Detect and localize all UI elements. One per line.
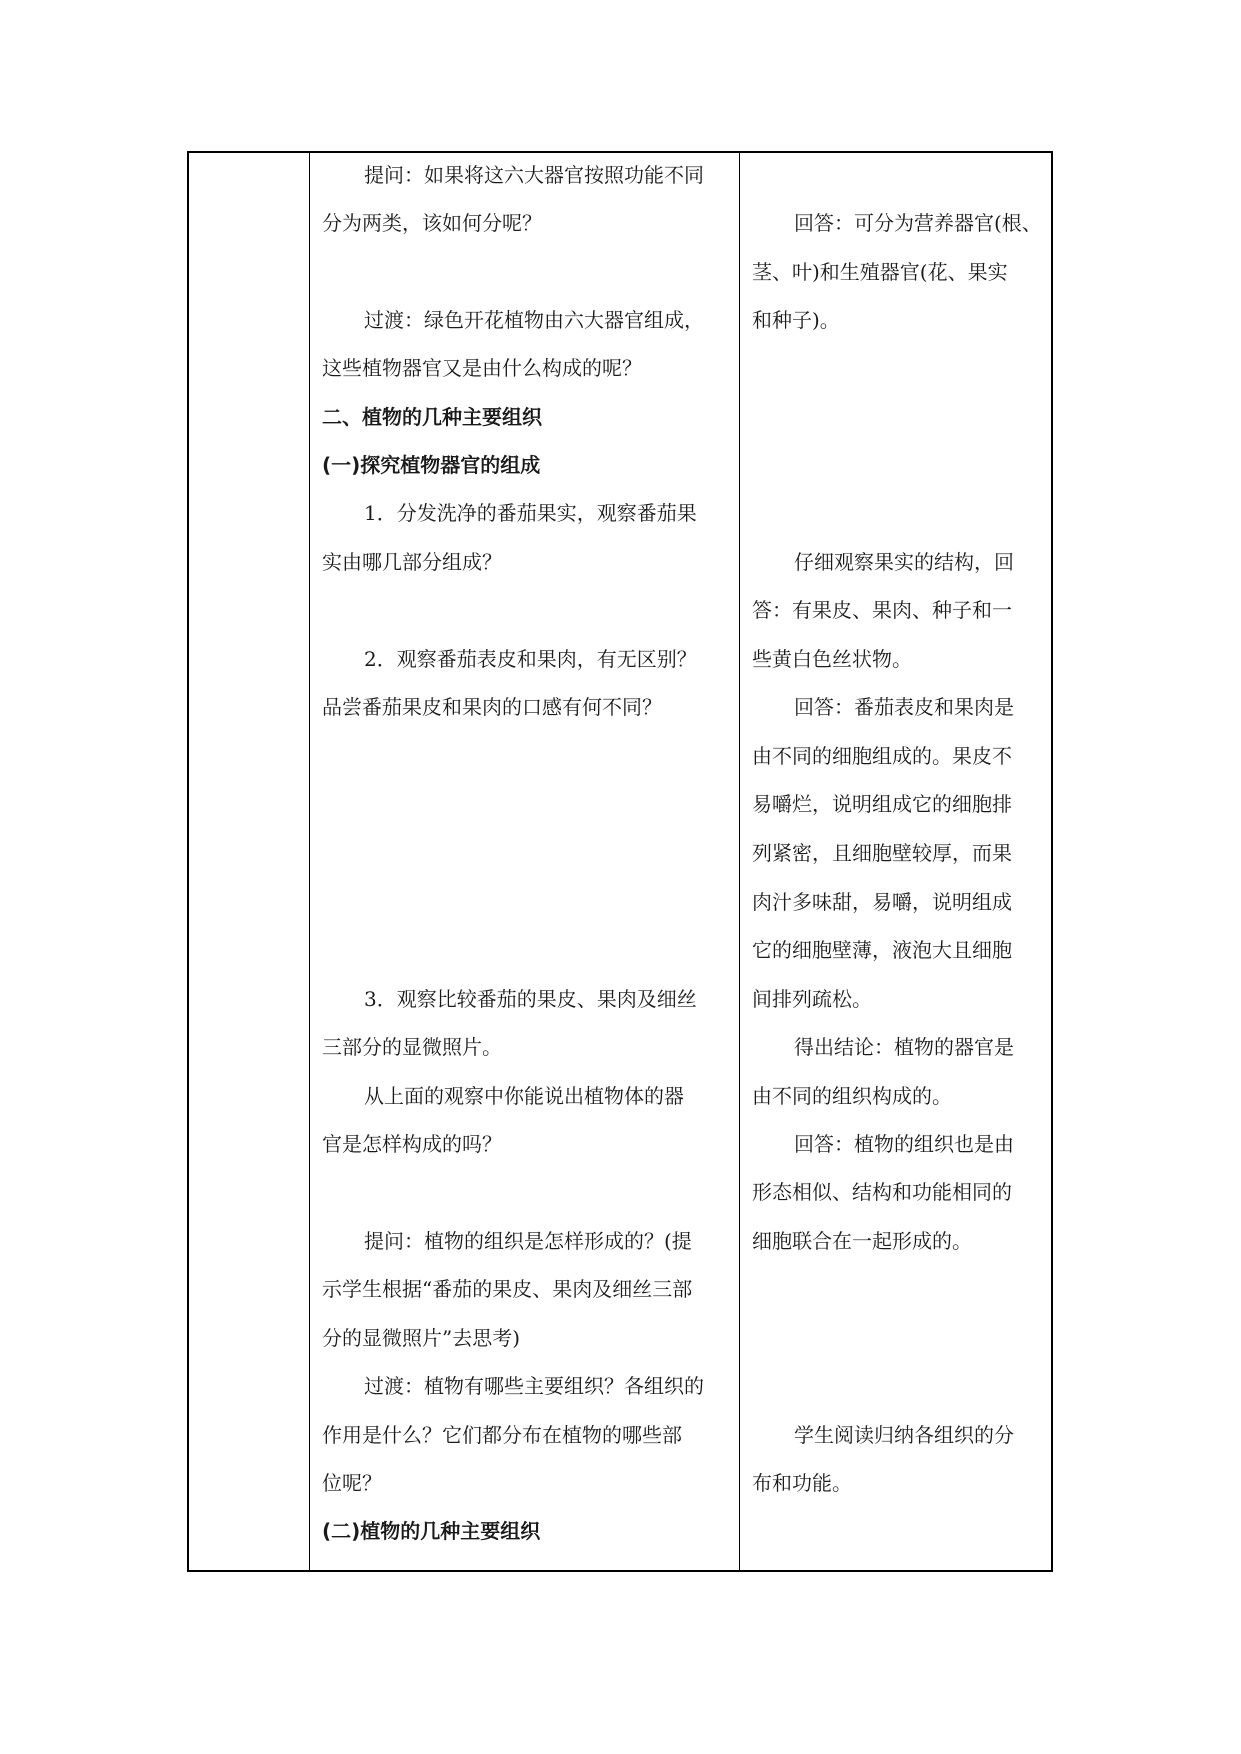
right-line: 得出结论：植物的器官是 [794, 1035, 1014, 1059]
right-line: 形态相似、结构和功能相同的 [752, 1180, 1012, 1204]
section-heading: 二、植物的几种主要组织 [322, 405, 542, 429]
left-line: 三部分的显微照片。 [322, 1035, 502, 1059]
right-line: 回答：植物的组织也是由 [794, 1132, 1014, 1156]
left-line: 官是怎样构成的吗？ [322, 1132, 502, 1156]
right-line: 仔细观察果实的结构，回 [794, 550, 1014, 574]
subsection-heading: (一)探究植物器官的组成 [322, 453, 541, 477]
left-line: 提问：如果将这六大器官按照功能不同 [364, 163, 704, 187]
right-line: 由不同的组织构成的。 [752, 1084, 952, 1108]
left-line: 品尝番茄果皮和果肉的口感有何不同？ [322, 695, 662, 719]
right-line: 细胞联合在一起形成的。 [752, 1229, 972, 1253]
left-line: 3．观察比较番茄的果皮、果肉及细丝 [364, 987, 697, 1011]
right-line: 布和功能。 [752, 1471, 852, 1495]
left-line: 过渡：绿色开花植物由六大器官组成， [364, 308, 704, 332]
right-line: 学生阅读归纳各组织的分 [794, 1423, 1014, 1447]
right-line: 由不同的细胞组成的。果皮不 [752, 744, 1012, 768]
left-line: 这些植物器官又是由什么构成的呢？ [322, 356, 642, 380]
left-line: 作用是什么？它们都分布在植物的哪些部 [322, 1423, 682, 1447]
right-line: 些黄白色丝状物。 [752, 647, 912, 671]
left-line: 分的显微照片”去思考) [322, 1326, 521, 1350]
right-line: 易嚼烂，说明组成它的细胞排 [752, 792, 1012, 816]
left-line: 从上面的观察中你能说出植物体的器 [364, 1084, 684, 1108]
right-line: 列紧密，且细胞壁较厚，而果 [752, 841, 1012, 865]
left-line: 提问：植物的组织是怎样形成的？(提 [364, 1229, 692, 1253]
right-line: 间排列疏松。 [752, 987, 872, 1011]
right-line: 肉汁多味甜，易嚼，说明组成 [752, 890, 1012, 914]
column-divider-1 [309, 153, 310, 1570]
right-line: 茎、叶)和生殖器官(花、果实 [752, 260, 1008, 284]
right-line: 回答：可分为营养器官(根、 [794, 211, 1042, 235]
left-line: 分为两类，该如何分呢？ [322, 211, 542, 235]
right-line: 和种子)。 [752, 308, 840, 332]
left-line: 1．分发洗净的番茄果实，观察番茄果 [364, 501, 697, 525]
subsection-heading: (二)植物的几种主要组织 [322, 1519, 541, 1543]
left-line: 位呢？ [322, 1471, 382, 1495]
left-line: 示学生根据“番茄的果皮、果肉及细丝三部 [322, 1277, 693, 1301]
right-line: 它的细胞壁薄，液泡大且细胞 [752, 938, 1012, 962]
column-divider-2 [739, 153, 740, 1570]
left-line: 2．观察番茄表皮和果肉，有无区别？ [364, 647, 697, 671]
lesson-table [187, 151, 1053, 1572]
left-line: 过渡：植物有哪些主要组织？各组织的 [364, 1374, 704, 1398]
left-line: 实由哪几部分组成？ [322, 550, 502, 574]
right-line: 回答：番茄表皮和果肉是 [794, 695, 1014, 719]
right-line: 答：有果皮、果肉、种子和一 [752, 598, 1012, 622]
